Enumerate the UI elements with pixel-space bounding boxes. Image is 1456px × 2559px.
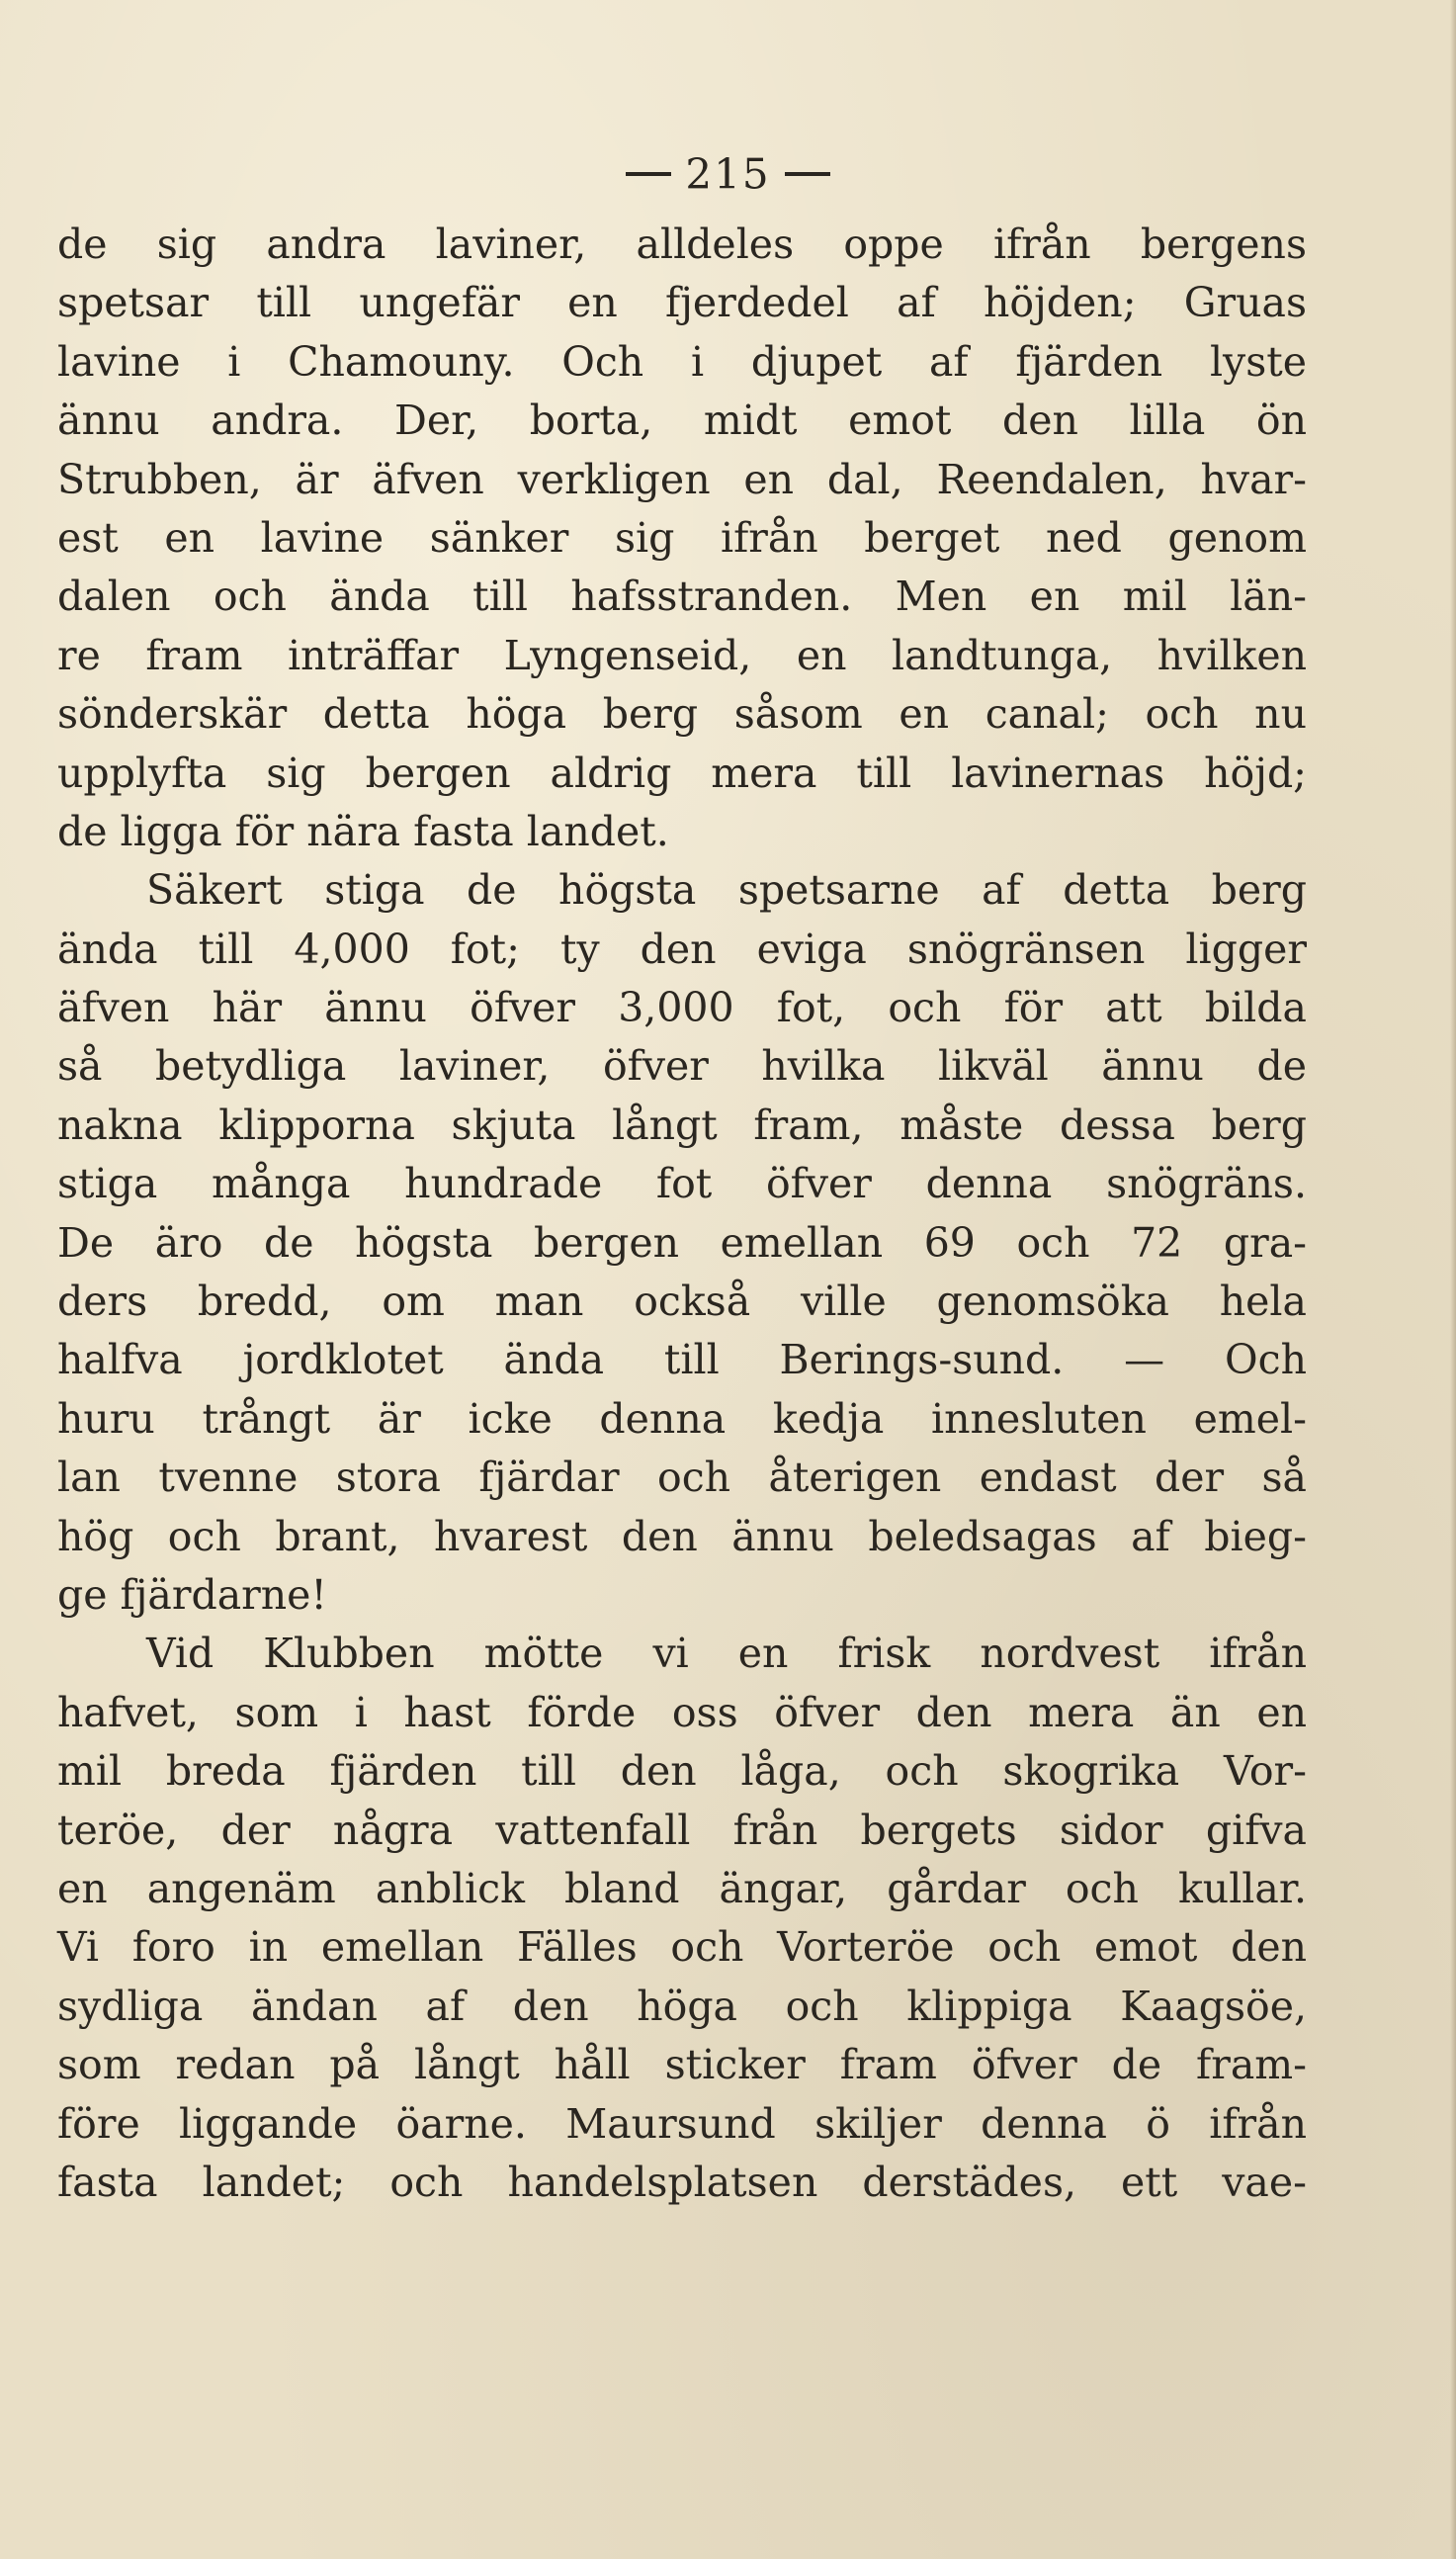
page-edge-shadow [1450,0,1456,2559]
text-line: De äro de högsta bergen emellan 69 och 72 gra- [57,1218,1307,1267]
text-line: lan tvenne stora fjärdar och återigen endast der så [57,1454,1307,1502]
text-line: de ligga för nära fasta landet. [57,807,669,855]
text-line: ge fjärdarne! [57,1570,327,1619]
text-line: est en lavine sänker sig ifrån berget ned genom [57,513,1307,562]
text-line: före liggande öarne. Maursund skiljer denna ö ifrån [57,2099,1307,2148]
text-line: halfva jordklotet ända till Berings-sund. — Och [57,1336,1307,1384]
text-line: upplyfta sig bergen aldrig mera till lavinernas höjd; [57,749,1307,797]
text-line: Säkert stiga de högsta spetsarne af detta berg [146,866,1307,915]
page-text [57,216,1307,2212]
text-line: fasta landet; och handelsplatsen derstädes, ett vae- [57,2158,1307,2206]
text-line: stiga många hundrade fot öfver denna snögräns. [57,1160,1307,1208]
text-line: huru trångt är icke denna kedja innesluten emel- [57,1394,1307,1443]
text-line: så betydliga laviner, öfver hvilka likväl ännu de [57,1042,1307,1091]
text-line: sönderskär detta höga berg såsom en canal; och nu [57,690,1307,739]
text-line: spetsar till ungefär en fjerdedel af höjden; Gruas [57,279,1307,327]
text-line: lavine i Chamouny. Och i djupet af fjärden lyste [57,337,1307,386]
text-line: nakna klipporna skjuta långt fram, måste dessa berg [57,1101,1307,1149]
header-dash-right [785,172,830,176]
text-line: Vi foro in emellan Fälles och Vorteröe och emot den [57,1923,1307,1972]
text-line: hög och brant, hvarest den ännu beledsagas af bieg- [57,1512,1307,1560]
text-line: re fram inträffar Lyngenseid, en landtunga, hvilken [57,631,1307,679]
text-line: ännu andra. Der, borta, midt emot den lilla ön [57,397,1307,445]
text-line: de sig andra laviner, alldeles oppe ifrån bergens [57,221,1307,268]
text-line: äfven här ännu öfver 3,000 fot, och för att bilda [57,984,1307,1032]
text-line: dalen och ända till hafsstranden. Men en mil län- [57,573,1307,621]
text-line: teröe, der några vattenfall från bergets sidor gifva [57,1806,1307,1854]
text-line: ända till 4,000 fot; ty den eviga snögränsen ligger [57,925,1307,973]
text-line: hafvet, som i hast förde oss öfver den mera än en [57,1688,1307,1736]
text-line: mil breda fjärden till den låga, och skogrika Vor- [57,1747,1307,1796]
text-line: Vid Klubben mötte vi en frisk nordvest ifrån [146,1630,1307,1678]
text-line: en angenäm anblick bland ängar, gårdar och kullar. [57,1864,1307,1912]
header-dash-left [626,172,671,176]
text-line: sydliga ändan af den höga och klippiga Kaagsöe, [57,1982,1307,2030]
page-header [0,146,1456,199]
text-line: som redan på långt håll sticker fram öfver de fram- [57,2041,1307,2089]
text-line: Strubben, är äfven verkligen en dal, Reendalen, hvar- [57,455,1307,503]
page-number: 215 [685,149,771,199]
text-line: ders bredd, om man också ville genomsöka hela [57,1278,1307,1326]
